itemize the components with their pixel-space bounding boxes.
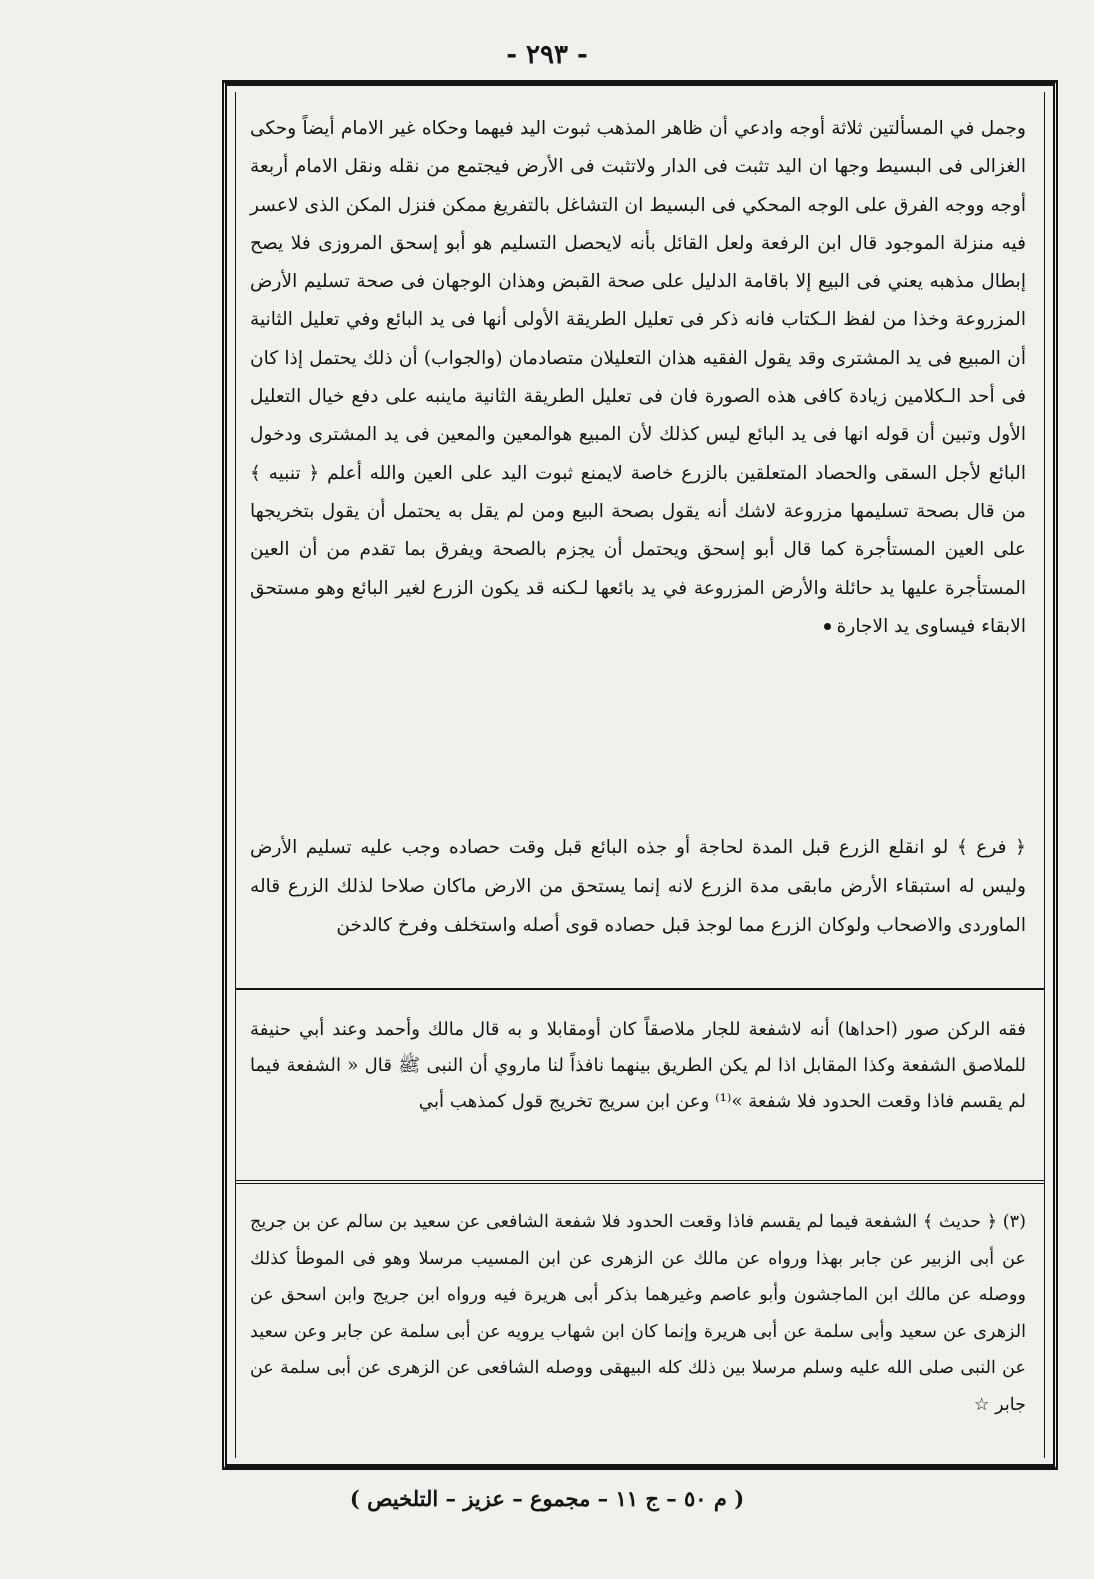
page-number: - ٢٩٣ - — [506, 40, 588, 70]
main-text: وجمل في المسألتين ثلاثة أوجه وادعي أن ظاهر المذهب ثبوت اليد فيهما وحكاه غير الامام أيضاً وحكى الغزالى فى البسيط وجها ان اليد تثبت فى الدار ولاتثبت فى الأرض فيجتمع من نقله ونقل الامام أربعة أوجه ووجه الفرق على الوجه المحكي فى البسيط ان التشاغل بالتفريغ ممكن فنزل المكن الذى لاعسر فيه منزلة الموجود قال ابن الرفعة ولعل القائل بأنه لايحصل التسليم هو أبو إسحق المروزى فلا يصح إبطال مذهبه يعني فى البيع إلا باقامة الدليل على صحة القبض وهذان الوجهان فى صحة تسليم الأرض المزروعة وخذا من لفظ الـكتاب فانه ذكر فى تعليل الطريقة الأولى أنها فى يد البائع وفي تعليل الثانية أن المبيع فى يد المشترى وقد يقول الفقيه هذان التعليلان متصادمان (والجواب) أن ذلك يحتمل إذا كان فى أحد الـكلامين زيادة كافى هذه الصورة فان فى تعليل الطريقة الثانية ماينبه على دفع خيال التعليل الأول وتبين أن قوله انها فى يد البائع ليس كذلك لأن المبيع هوالمعين والمعين فى يد المشترى ودخول البائع لأجل السقى والحصاد المتعلقين بالزرع خاصة لايمنع ثبوت اليد على العين والله أعلم ﴿ تنبيه ﴾ من قال بصحة تسليمها مزروعة لاشك أنه يقول بصحة البيع ومن لم يقل به يحتمل أن يقول بتخريجها على العين المستأجرة كما قال أبو إسحق ويحتمل أن يجزم بالصحة ويفرق بما تقدم من أن العين المستأجرة عليها يد حائلة والأرض المزروعة في يد بائعها لـكنه قد يكون الزرع لغير البائع وهو مستحق الابقاء فيساوى يد الاجارة — [250, 118, 1026, 637]
branch-block — [250, 828, 1026, 945]
branch-label: ﴿ فرع ﴾ — [956, 837, 1026, 858]
page-frame — [222, 80, 1058, 1470]
inner-frame — [235, 92, 1045, 1458]
footnote-divider — [236, 1180, 1044, 1184]
section-divider — [236, 988, 1044, 990]
main-text-block — [250, 110, 1026, 646]
commentary-block — [250, 1012, 1026, 1120]
branch-text: لو انقلع الزرع قبل المدة لحاجة أو جذه البائع قبل وقت حصاده وجب عليه تسليم الأرض وليس له استبقاء الأرض مابقى مدة الزرع لانه إنما يستحق من الارض ماكان صلاحا لذلك الزرع قاله الماوردى والاصحاب ولوكان الزرع مما لوجذ قبل حصاده قوى أصله واستخلف وفرخ كالدخن — [250, 837, 1026, 936]
commentary-text: فقه الركن صور (احداها) أنه لاشفعة للجار ملاصقاً كان أومقابلا و به قال مالك وأحمد وعند أبي حنيفة للملاصق الشفعة وكذا المقابل اذا لم يكن الطريق بينهما نافذاً لنا ماروي أن النبى ﷺ قال « الشفعة فيما لم يقسم فاذا وقعت الحدود فلا شفعة »⁽¹⁾ وعن ابن سريج تخريج قول كمذهب أبي — [250, 1019, 1026, 1112]
page-footer: ( م ٥٠ – ج ١١ – مجموع – عزيز – التلخيص ) — [349, 1486, 745, 1511]
hadith-text: (٣) ﴿ حديث ﴾ الشفعة فيما لم يقسم فاذا وقعت الحدود فلا شفعة الشافعى عن سعيد بن سالم عن بن جريج عن أبى الزبير عن جابر بهذا ورواه عن مالك عن الزهرى عن ابن المسيب مرسلا وهو فى الموطأ كذلك ووصله عن مالك ابن الماجشون وأبو عاصم وغيرهما بذكر أبى هريرة فيه ورواه ابن جريج وابن اسحق عن الزهرى عن سعيد وأبى سلمة عن أبى هريرة وإنما كان ابن شهاب يرويه عن أبى سلمة عن جابر وعن سعيد عن النبى صلى الله عليه وسلم مرسلا بين ذلك كله البيهقى ووصله الشافعى عن الزهرى عن أبى سلمة عن جابر ☆ — [250, 1212, 1026, 1415]
end-mark-icon — [824, 623, 831, 630]
hadith-footnote-block — [250, 1204, 1026, 1423]
